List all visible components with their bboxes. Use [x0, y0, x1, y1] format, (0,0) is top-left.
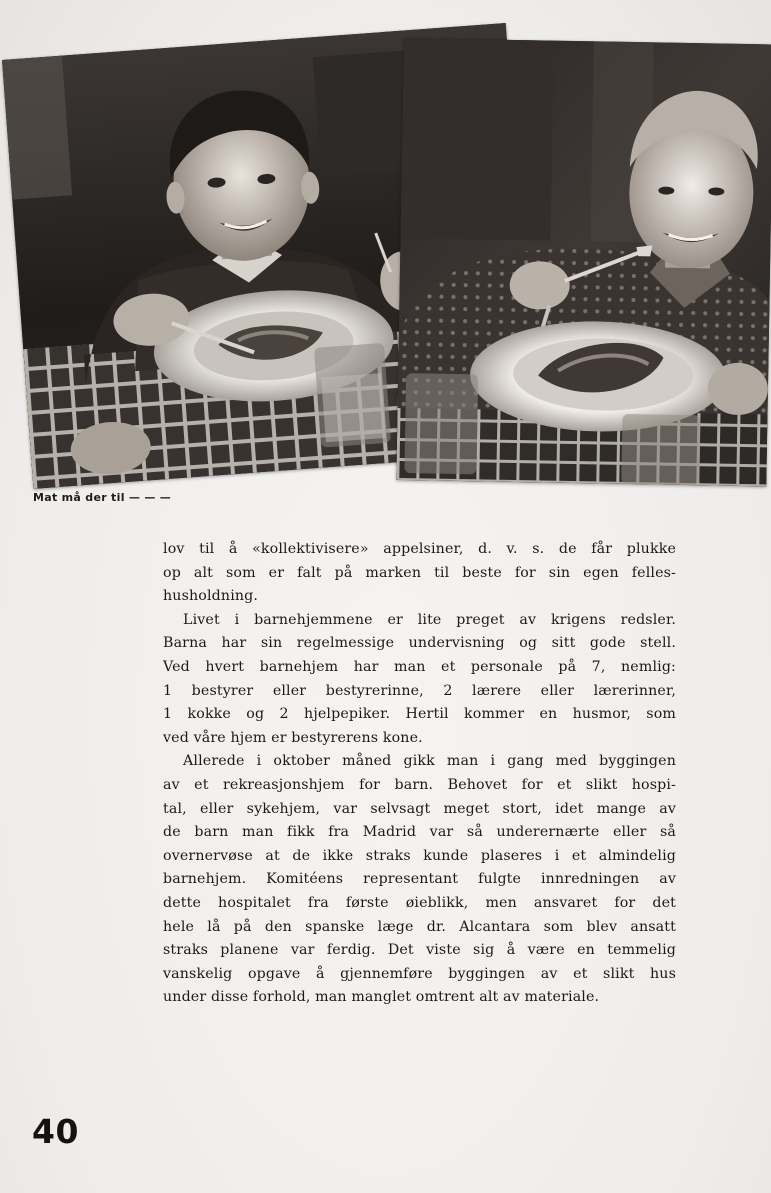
- text-line: dette hospitalet fra første øieblikk, men ansvaret for det: [163, 894, 676, 911]
- paragraph-1: [163, 538, 676, 609]
- paragraph-2: [163, 609, 676, 751]
- text-line: op alt som er falt på marken til beste for sin egen felles-: [163, 564, 676, 581]
- text-line: hele lå på den spanske læge dr. Alcantara som blev ansatt: [163, 918, 676, 935]
- text-line: 1 kokke og 2 hjelpepiker. Hertil kommer en husmor, som: [163, 706, 676, 723]
- text-line: Livet i barnehjemmene er lite preget av krigens redsler.: [183, 611, 676, 628]
- text-line: barnehjem. Komitéens representant fulgte innredningen av: [163, 871, 676, 888]
- text-line: husholdning.: [163, 588, 259, 605]
- text-line: av et rekreasjonshjem for barn. Behovet for et slikt hospi-: [163, 776, 676, 793]
- photo-caption: Mat må der til — — —: [33, 491, 172, 504]
- paragraph-3: [163, 750, 676, 1010]
- text-line: tal, eller sykehjem, var selvsagt meget stort, idet mange av: [163, 800, 676, 817]
- text-line: Allerede i oktober måned gikk man i gang med byggingen: [183, 753, 676, 770]
- text-line: vanskelig opgave å gjennemføre byggingen av et slikt hus: [163, 965, 676, 982]
- text-line: under disse forhold, man manglet omtrent alt av materiale.: [163, 989, 600, 1006]
- text-line: overnervøse at de ikke straks kunde plaseres i et almindelig: [163, 847, 676, 864]
- text-line: de barn man fikk fra Madrid var så underernærte eller så: [163, 824, 676, 841]
- text-line: straks planene var ferdig. Det viste sig å være en temmelig: [163, 942, 676, 959]
- page-number: 40: [32, 1112, 79, 1151]
- text-line: Barna har sin regelmessige undervisning og sitt gode stell.: [163, 635, 676, 652]
- text-line: Ved hvert barnehjem har man et personale på 7, nemlig:: [163, 658, 676, 675]
- text-line: 1 bestyrer eller bestyrerinne, 2 lærere eller lærerinner,: [163, 682, 676, 699]
- photo-boy-eating-right: [396, 38, 771, 486]
- text-line: ved våre hjem er bestyrerens kone.: [163, 729, 423, 746]
- photo-right-illustration: [396, 38, 771, 486]
- text-line: lov til å «kollektivisere» appelsiner, d. v. s. de får plukke: [163, 541, 676, 557]
- body-text: [163, 538, 676, 1010]
